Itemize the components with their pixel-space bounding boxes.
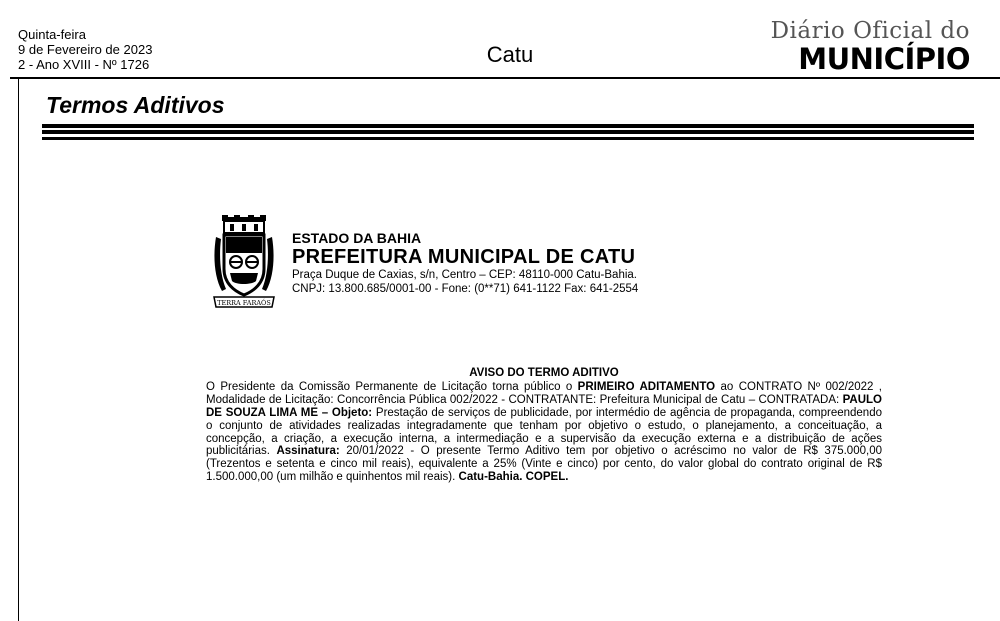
prefecture-name: PREFEITURA MUNICIPAL DE CATU bbox=[292, 246, 636, 268]
header-divider bbox=[10, 77, 1000, 79]
section-rule-middle bbox=[42, 130, 974, 134]
prefecture-contact: CNPJ: 13.800.685/0001-00 - Fone: (0**71) 641-1122 Fax: 641-2554 bbox=[292, 283, 639, 295]
amendment-notice bbox=[206, 367, 882, 484]
notice-bold-1: PRIMEIRO ADITAMENTO bbox=[577, 380, 716, 393]
edition-info bbox=[18, 27, 152, 72]
letterhead-text bbox=[292, 230, 638, 296]
page-frame-left bbox=[18, 79, 19, 621]
masthead-top: Diário Oficial do bbox=[770, 18, 970, 44]
crest-motto: TERRA FARAÓS bbox=[217, 299, 271, 307]
state-name: ESTADO DA BAHIA bbox=[292, 230, 422, 246]
notice-bold-4: Catu-Bahia. COPEL. bbox=[458, 471, 569, 484]
page-header bbox=[0, 0, 1000, 80]
notice-title: AVISO DO TERMO ADITIVO bbox=[469, 367, 619, 379]
section-rule-bottom bbox=[42, 137, 974, 140]
weekday: Quinta-feira bbox=[18, 27, 86, 42]
edition-number: 2 - Ano XVIII - Nº 1726 bbox=[18, 57, 150, 72]
notice-text-3: Prestação de serviços de publicidade, por intermédio de agência de propaganda, compreendendo o conjunto de atividades realizadas integradamente que tenham por objetivo o estudo, o planejamento, a conceituação, a concepção, a criação, a execução interna, a intermediação e a supervisão da execução externa e a distribuição de ações publicitárias. bbox=[206, 406, 882, 458]
notice-bold-3: Assinatura: bbox=[276, 445, 340, 458]
city-name: Catu bbox=[486, 42, 534, 67]
section-title: Termos Aditivos bbox=[46, 92, 225, 118]
notice-body bbox=[206, 381, 882, 484]
masthead-bottom: MUNICÍPIO bbox=[798, 42, 970, 76]
section-rule-top bbox=[42, 124, 974, 128]
prefecture-address: Praça Duque de Caxias, s/n, Centro – CEP: 48110-000 Catu-Bahia. bbox=[292, 269, 637, 281]
masthead-logo bbox=[771, 18, 970, 74]
notice-text-2: ao CONTRATO Nº 002/2022 , Modalidade de Licitação: Concorrência Pública 002/2022 - CONTRATANTE: Prefeitura Municipal de Catu – CONTRATADA: bbox=[206, 380, 883, 406]
notice-bold-2: PAULO DE SOUZA LIMA ME – Objeto: bbox=[206, 393, 882, 419]
letterhead bbox=[212, 215, 732, 315]
notice-text-4: 20/01/2022 - O presente Termo Aditivo tem por objetivo o acréscimo no valor de R$ 375.000,00 (Trezentos e setenta e cinco mil reais), equivalente a 25% (Vinte e cinco) por cento, do valor global do contrato original de R$ 1.500.000,00 (um milhão e quinhentos mil reais). bbox=[206, 445, 882, 484]
publication-date: 9 de Fevereiro de 2023 bbox=[18, 42, 153, 57]
notice-text-1: O Presidente da Comissão Permanente de Licitação torna público o bbox=[206, 380, 578, 393]
municipal-crest-icon bbox=[212, 215, 276, 311]
